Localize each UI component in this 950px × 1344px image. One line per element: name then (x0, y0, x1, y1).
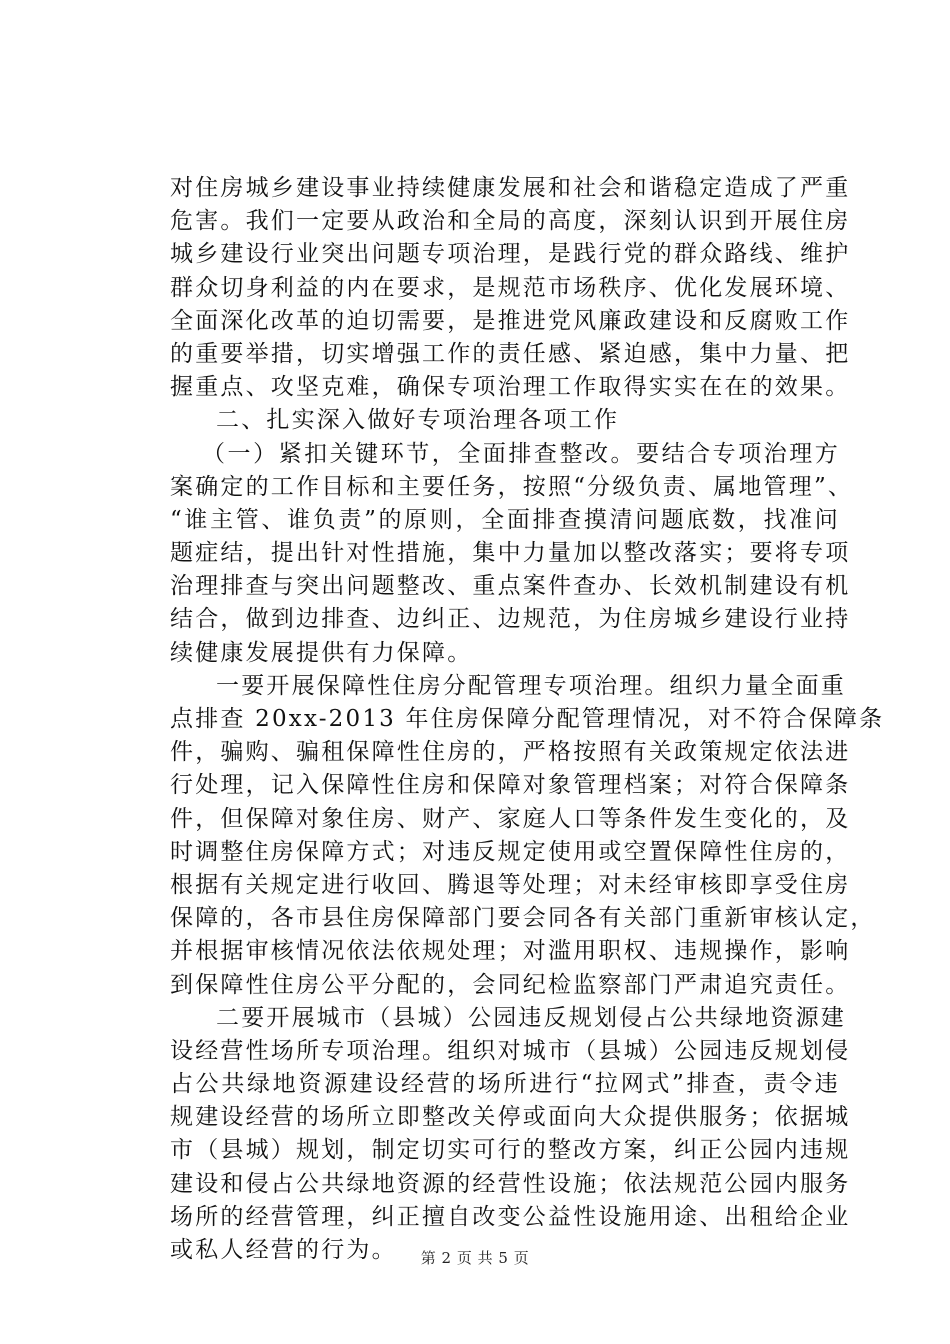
text-line: 握重点、攻坚克难，确保专项治理工作取得实实在在的效果。 (170, 374, 851, 401)
text-line: 根据有关规定进行收回、腾退等处理；对未经审核即享受住房 (170, 871, 851, 898)
text-line: 市（县城）规划，制定切实可行的整改方案，纠正公园内违规 (170, 1137, 851, 1164)
text-line: 续健康发展提供有力保障。 (170, 639, 473, 666)
text-line: 的重要举措，切实增强工作的责任感、紧迫感，集中力量、把 (170, 340, 851, 367)
text-line: 到保障性住房公平分配的，会同纪检监察部门严肃追究责任。 (170, 971, 851, 998)
text-line: 行处理，记入保障性住房和保障对象管理档案；对符合保障条 (170, 772, 851, 799)
text-line: 案确定的工作目标和主要任务，按照“分级负责、属地管理”、 (170, 473, 854, 500)
text-line: 件，但保障对象住房、财产、家庭人口等条件发生变化的，及 (170, 805, 851, 832)
text-line: 或私人经营的行为。 (170, 1237, 397, 1263)
text-line: 规建设经营的场所立即整改关停或面向大众提供服务；依据城 (170, 1104, 851, 1131)
page-number-footer: 第 2 页 共 5 页 (420, 1249, 530, 1267)
text-line: 设经营性场所专项治理。组织对城市（县城）公园违反规划侵 (170, 1037, 851, 1064)
body-text (170, 172, 885, 1267)
text-line: 并根据审核情况依法依规处理；对滥用职权、违规操作，影响 (170, 938, 851, 965)
text-line: 城乡建设行业突出问题专项治理，是践行党的群众路线、维护 (170, 241, 851, 268)
text-line: 危害。我们一定要从政治和全局的高度，深刻认识到开展住房 (170, 208, 851, 235)
text-line: （一）紧扣关键环节，全面排查整改。要结合专项治理方 (202, 440, 840, 467)
text-line: 题症结，提出针对性措施，集中力量加以整改落实；要将专项 (170, 540, 851, 567)
text-line: 占公共绿地资源建设经营的场所进行“拉网式”排查，责令违 (170, 1071, 840, 1098)
section-heading: 二、扎实深入做好专项治理各项工作 (216, 407, 620, 434)
text-line: 点排查 20xx-2013 年住房保障分配管理情况，对不符合保障条 (170, 706, 885, 732)
text-line: 治理排查与突出问题整改、重点案件查办、长效机制建设有机 (170, 573, 851, 600)
text-line: 全面深化改革的迫切需要，是推进党风廉政建设和反腐败工作 (170, 307, 851, 334)
text-line: “谁主管、谁负责”的原则，全面排查摸清问题底数，找准问 (170, 506, 840, 533)
text-line: 时调整住房保障方式；对违反规定使用或空置保障性住房的， (170, 838, 851, 865)
text-line: 一要开展保障性住房分配管理专项治理。组织力量全面重 (216, 672, 846, 699)
text-line: 群众切身利益的内在要求，是规范市场秩序、优化发展环境、 (170, 274, 851, 301)
text-line: 二要开展城市（县城）公园违反规划侵占公共绿地资源建 (216, 1004, 846, 1031)
text-line: 场所的经营管理，纠正擅自改变公益性设施用途、出租给企业 (170, 1203, 851, 1230)
text-line: 保障的，各市县住房保障部门要会同各有关部门重新审核认定， (170, 905, 876, 932)
text-line: 对住房城乡建设事业持续健康发展和社会和谐稳定造成了严重 (170, 175, 851, 201)
text-line: 建设和侵占公共绿地资源的经营性设施；依法规范公园内服务 (170, 1170, 851, 1197)
text-line: 件，骗购、骗租保障性住房的，严格按照有关政策规定依法进 (170, 739, 851, 766)
text-line: 结合，做到边排查、边纠正、边规范，为住房城乡建设行业持 (170, 606, 851, 633)
